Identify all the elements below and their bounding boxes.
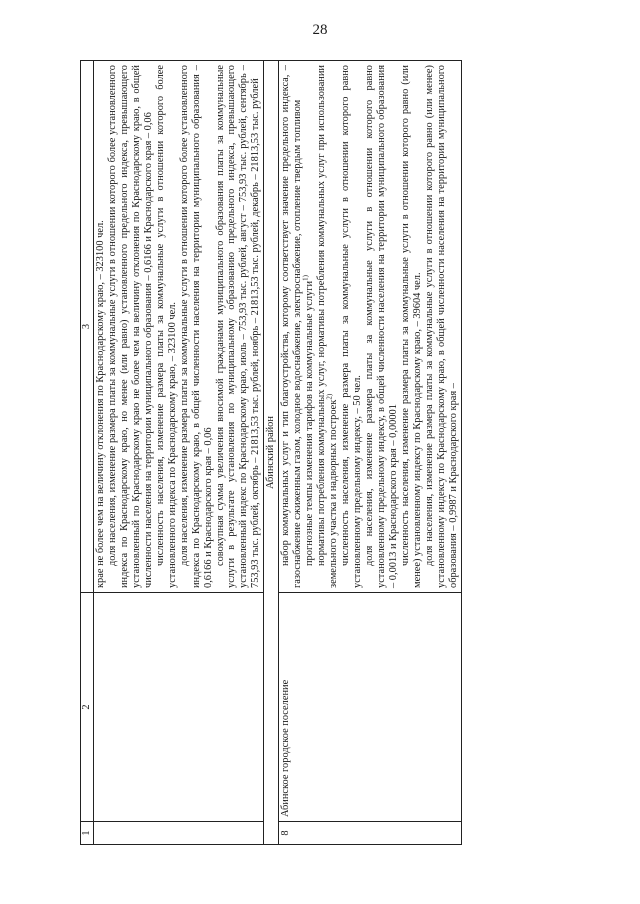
rotated-table-container (80, 65, 590, 845)
cell-description-continued (94, 61, 264, 593)
paragraph: доля населения, изменение размера платы за коммунальные услуги в отношении которого равно (или менее) установленному индексу по Краснодарскому краю, в общей численности населения на территории муниципального образования – 0,9987 и Краснодарского края – (423, 65, 459, 588)
region-heading: Абинский район (264, 61, 279, 845)
paragraph: совокупная сумма увеличения вносимой гражданами муниципального образования платы за коммунальные услуги в результате установления по муниципальному образованию предельного индекса, превышающего установленный индекс по Краснодарскому краю, июль – 753,93 тыс. рублей, август – 753,93 тыс. рублей, сентябрь – 753,93 тыс. рублей, октябрь – 21813,53 тыс. рублей, ноябрь – 21813,53 тыс. рублей, декабрь – 21813,53 тыс. рублей (214, 65, 262, 588)
cell-description (279, 61, 461, 593)
table-row-region (264, 61, 279, 845)
header-cell-1: 1 (81, 822, 94, 845)
table-row-continued (94, 61, 264, 845)
paragraph-text: нормативы потребления коммунальных услуг, нормативы потребления коммунальных услуг при использовании земельного участка и надворных построек (316, 65, 340, 588)
paragraph: крае не более чем на величину отклонения по Краснодарскому краю, – 323100 чел. (95, 220, 106, 588)
page-number: 28 (312, 22, 328, 38)
paragraph (301, 65, 316, 588)
header-cell-3: 3 (81, 61, 94, 593)
paragraph: доля населения, изменение размера платы за коммунальные услуги в отношении которого более установленного индекса по Краснодарскому краю, в общей численности населения на территории муниципального образования – 0,6166 и Краснодарского края – 0,06 (178, 65, 214, 588)
table-header-row (81, 61, 94, 845)
cell-num-empty (94, 822, 264, 845)
cell-settlement-empty (94, 593, 264, 822)
settlement-name: Абинское городское поселение (279, 593, 461, 822)
paragraph: численность населения, изменение размера платы за коммунальные услуги в отношении которого равно (или менее) установленному индексу по Краснодарскому краю, – 39604 чел. (399, 65, 423, 588)
paragraph: доля населения, изменение размера платы за коммунальные услуги в отношении которого более установленного индекса по Краснодарскому краю, но менее (или равно) установленного предельного индекса, превышающего установленный по Краснодарскому краю не более чем на величину отклонения по Краснодарскому краю, в общей численности населения на территории муниципального образования – 0,6166 и Краснодарского края – 0,06 (106, 65, 154, 588)
paragraph: набор коммунальных услуг и тип благоустройства, которому соответствует значение предельного индекса, – газоснабжение сжиженным газом, холодное водоснабжение, электроснабжение, отопление твердым топливом (280, 65, 304, 588)
paragraph-text: прогнозные темпы изменения тарифов на коммунальные услуги (304, 280, 316, 566)
paragraph: численность населения, изменение размера платы за коммунальные услуги в отношении которого более установленного индекса по Краснодарскому краю, – 323100 чел. (154, 65, 178, 588)
paragraph: доля населения, изменение размера платы за коммунальные услуги в отношении которого равно установленному предельному индексу, в общей численности населения на территории муниципального образования – 0,0013 и Краснодарского края – 0,00001 (363, 65, 399, 588)
table-row (279, 61, 461, 845)
data-table (80, 60, 462, 845)
header-cell-2: 2 (81, 593, 94, 822)
paragraph: численность населения, изменение размера платы за коммунальные услуги в отношении которого равно установленному предельному индексу, – 50 чел. (340, 65, 364, 588)
row-number: 8 (279, 822, 461, 845)
footnote-marker: 1) (301, 275, 310, 281)
footnote-marker: 2) (325, 393, 334, 400)
paragraph (316, 65, 340, 588)
